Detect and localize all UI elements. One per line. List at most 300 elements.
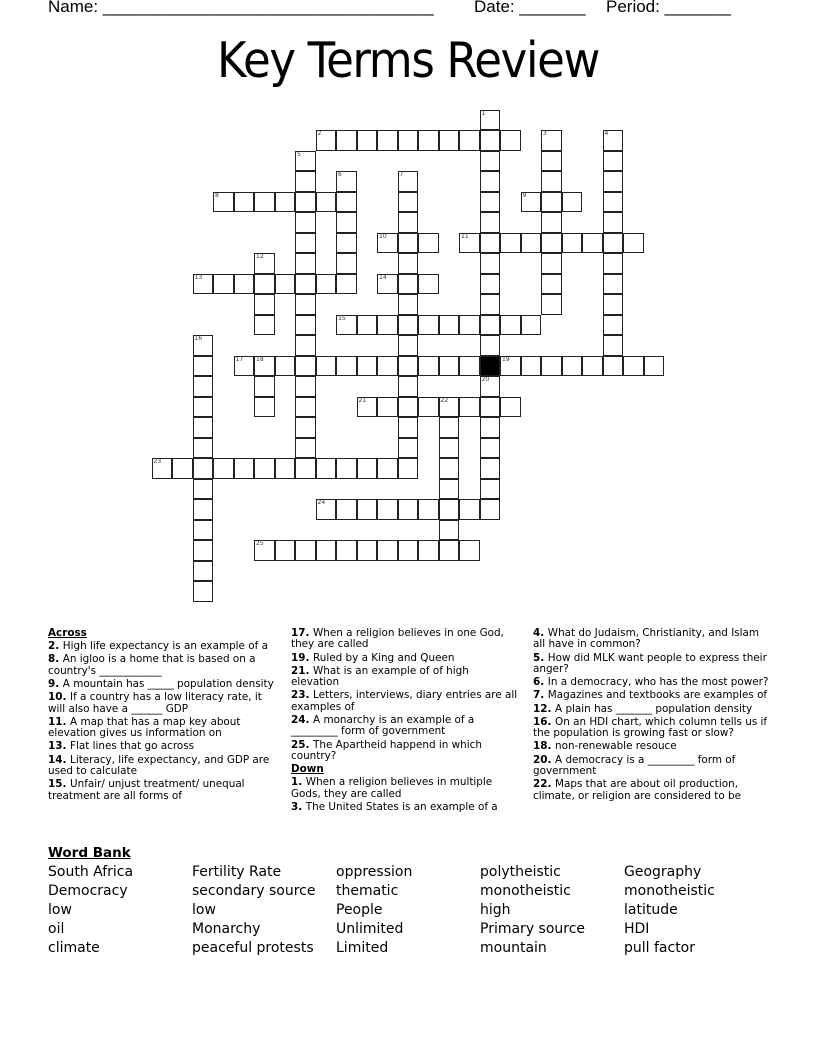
clue-number-label: 18.	[533, 740, 556, 753]
grid-cell[interactable]	[336, 192, 357, 213]
grid-cell[interactable]	[316, 458, 337, 479]
grid-cell[interactable]	[418, 499, 439, 520]
word-bank-column-4	[480, 863, 585, 958]
grid-cell[interactable]	[500, 356, 521, 377]
clue-text: High life expectancy is an example of a	[62, 640, 268, 653]
grid-cell[interactable]	[480, 212, 501, 233]
grid-cell[interactable]	[480, 499, 501, 520]
grid-cell[interactable]	[377, 540, 398, 561]
clue-number-label: 7.	[533, 689, 548, 702]
grid-cell[interactable]	[275, 192, 296, 213]
clue-number-label: 10.	[48, 691, 71, 704]
grid-cell[interactable]	[398, 233, 419, 254]
word-bank-title: Word Bank	[48, 845, 131, 861]
grid-cell[interactable]	[541, 253, 562, 274]
grid-cell[interactable]	[500, 130, 521, 151]
word-bank-item: pull factor	[624, 940, 696, 956]
word-bank-item: Limited	[336, 940, 389, 956]
clue-number: 25	[256, 540, 264, 547]
grid-cell[interactable]	[336, 233, 357, 254]
clue-item	[291, 653, 519, 664]
clue-text: The Apartheid happend in which country?	[291, 738, 482, 763]
word-bank-column-2	[192, 863, 316, 958]
grid-cell[interactable]	[193, 397, 214, 418]
grid-cell[interactable]	[480, 294, 501, 315]
clues-column-1	[48, 628, 276, 804]
grid-cell[interactable]	[398, 499, 419, 520]
grid-cell[interactable]	[418, 540, 439, 561]
grid-cell[interactable]	[377, 315, 398, 336]
clue-text: Ruled by a King and Queen	[313, 651, 455, 664]
clue-number: 12	[256, 253, 264, 260]
grid-cell[interactable]	[295, 315, 316, 336]
clue-number-label: 14.	[48, 753, 71, 766]
clue-number: 13	[194, 273, 203, 281]
word-bank-item: low	[192, 902, 216, 918]
word-bank-item: latitude	[624, 902, 678, 918]
clue-number: 21	[358, 396, 367, 404]
clue-number-label: 23.	[291, 689, 314, 702]
black-cell	[480, 356, 501, 377]
grid-cell[interactable]	[295, 192, 316, 213]
grid-cell[interactable]	[541, 171, 562, 192]
grid-cell[interactable]	[295, 458, 316, 479]
grid-cell[interactable]	[234, 192, 255, 213]
grid-cell[interactable]	[234, 458, 255, 479]
grid-cell[interactable]	[213, 458, 234, 479]
grid-cell[interactable]	[152, 458, 173, 479]
grid-cell[interactable]	[357, 130, 378, 151]
grid-cell[interactable]	[480, 192, 501, 213]
grid-cell[interactable]	[418, 233, 439, 254]
grid-cell[interactable]	[541, 212, 562, 233]
grid-cell[interactable]	[541, 151, 562, 172]
grid-cell[interactable]	[603, 315, 624, 336]
grid-cell[interactable]	[295, 212, 316, 233]
down-heading: Down	[291, 763, 324, 776]
word-bank-column-3	[336, 863, 412, 958]
grid-cell[interactable]	[316, 540, 337, 561]
clue-number: 23	[153, 458, 162, 465]
page-title: Key Terms Review	[217, 32, 599, 89]
grid-cell[interactable]	[316, 499, 337, 520]
grid-cell[interactable]	[193, 417, 214, 438]
grid-cell[interactable]	[254, 540, 275, 561]
clue-number-label: 12.	[533, 702, 556, 715]
grid-cell[interactable]	[295, 540, 316, 561]
clue-number: 19	[502, 355, 510, 363]
grid-cell[interactable]	[418, 397, 439, 418]
grid-cell[interactable]	[275, 540, 296, 561]
grid-cell[interactable]	[336, 274, 357, 295]
grid-cell[interactable]	[213, 192, 234, 213]
grid-cell[interactable]	[357, 397, 378, 418]
grid-cell[interactable]	[480, 110, 501, 131]
clue-text: On an HDI chart, which column tells us if the population is growing fast or slow?	[533, 715, 768, 740]
grid-cell[interactable]	[439, 540, 460, 561]
grid-cell[interactable]	[603, 294, 624, 315]
grid-cell[interactable]	[459, 130, 480, 151]
clue-text: A map that has a map key about elevation gives us information on	[48, 715, 241, 740]
grid-cell[interactable]	[541, 356, 562, 377]
clue-text: Maps that are about oil production, climate, or religion are considered to be	[533, 778, 742, 802]
grid-cell[interactable]	[439, 356, 460, 377]
grid-cell[interactable]	[336, 253, 357, 274]
grid-cell[interactable]	[480, 438, 501, 459]
clue-number: 18	[256, 355, 264, 363]
word-bank-item: peaceful protests	[192, 940, 314, 956]
grid-cell[interactable]	[521, 192, 542, 213]
grid-cell[interactable]	[295, 397, 316, 418]
grid-cell[interactable]	[500, 315, 521, 336]
clue-item	[533, 704, 769, 715]
clue-number: 8	[215, 191, 219, 199]
grid-cell[interactable]	[295, 417, 316, 438]
grid-cell[interactable]	[316, 356, 337, 377]
grid-cell[interactable]	[398, 376, 419, 397]
grid-cell[interactable]	[377, 233, 398, 254]
grid-cell[interactable]	[521, 233, 542, 254]
clue-text: A mountain has _____ population density	[62, 678, 274, 691]
grid-cell[interactable]	[295, 356, 316, 377]
clue-item	[533, 717, 769, 740]
grid-cell[interactable]	[254, 315, 275, 336]
grid-cell[interactable]	[193, 540, 214, 561]
grid-cell[interactable]	[254, 397, 275, 418]
clue-text: Magazines and textbooks are examples of	[547, 689, 768, 702]
grid-cell[interactable]	[562, 192, 583, 213]
clue-item	[48, 741, 276, 752]
grid-cell[interactable]	[541, 274, 562, 295]
grid-cell[interactable]	[316, 130, 337, 151]
clue-text: If a country has a low literacy rate, it will also have a ______ GDP	[48, 691, 262, 715]
clue-number-label: 17.	[291, 627, 314, 639]
grid-cell[interactable]	[254, 356, 275, 377]
grid-cell[interactable]	[603, 151, 624, 172]
grid-cell[interactable]	[336, 458, 357, 479]
grid-cell[interactable]	[418, 315, 439, 336]
grid-cell[interactable]	[295, 335, 316, 356]
grid-cell[interactable]	[254, 294, 275, 315]
clue-number: 14	[379, 273, 387, 281]
grid-cell[interactable]	[357, 458, 378, 479]
grid-cell[interactable]	[439, 520, 460, 541]
word-bank-item: oil	[48, 921, 65, 937]
clue-item	[48, 654, 276, 677]
clue-number-label: 24.	[291, 714, 314, 727]
grid-cell[interactable]	[193, 335, 214, 356]
clue-number: 10	[379, 232, 387, 240]
across-heading: Across	[48, 627, 87, 639]
clue-number-label: 20.	[533, 753, 556, 766]
clue-number-label: 19.	[291, 651, 314, 664]
clue-number: 4	[604, 130, 609, 137]
grid-cell[interactable]	[582, 356, 603, 377]
grid-cell[interactable]	[398, 171, 419, 192]
clue-text: Unfair/ unjust treatment/ unequal treatment are all forms of	[48, 778, 245, 802]
word-bank-item: climate	[48, 940, 100, 956]
clue-number: 9	[522, 191, 527, 199]
grid-cell[interactable]	[295, 233, 316, 254]
grid-cell[interactable]	[480, 397, 501, 418]
grid-cell[interactable]	[316, 192, 337, 213]
clue-number: 7	[399, 171, 404, 178]
word-bank-item: Geography	[624, 864, 702, 880]
grid-cell[interactable]	[480, 315, 501, 336]
grid-cell[interactable]	[480, 335, 501, 356]
grid-cell[interactable]	[213, 274, 234, 295]
word-bank-item: HDI	[624, 921, 650, 937]
grid-cell[interactable]	[582, 233, 603, 254]
clue-number: 1	[481, 109, 486, 117]
clue-item	[48, 692, 276, 715]
clue-number-label: 13.	[48, 740, 71, 753]
grid-cell[interactable]	[439, 438, 460, 459]
grid-cell[interactable]	[480, 479, 501, 500]
grid-cell[interactable]	[193, 274, 214, 295]
clue-text: non-renewable resouce	[555, 740, 677, 753]
clue-item	[533, 628, 769, 651]
clue-number-label: 8.	[48, 653, 63, 666]
grid-cell[interactable]	[357, 540, 378, 561]
grid-cell[interactable]	[193, 458, 214, 479]
grid-cell[interactable]	[521, 315, 542, 336]
grid-cell[interactable]	[398, 356, 419, 377]
grid-cell[interactable]	[377, 274, 398, 295]
grid-cell[interactable]	[459, 397, 480, 418]
clue-item	[533, 690, 769, 701]
grid-cell[interactable]	[275, 458, 296, 479]
grid-cell[interactable]	[603, 192, 624, 213]
grid-cell[interactable]	[644, 356, 665, 377]
grid-cell[interactable]	[193, 520, 214, 541]
grid-cell[interactable]	[275, 274, 296, 295]
grid-cell[interactable]	[193, 479, 214, 500]
grid-cell[interactable]	[336, 356, 357, 377]
clue-number-label: 3.	[291, 801, 306, 814]
word-bank-item: Democracy	[48, 883, 128, 899]
grid-cell[interactable]	[398, 438, 419, 459]
grid-cell[interactable]	[418, 130, 439, 151]
word-bank-item: South Africa	[48, 864, 134, 880]
clue-text: How did MLK want people to express their anger?	[533, 651, 767, 676]
clue-text: What do Judaism, Christianity, and Islam all have in common?	[533, 627, 760, 651]
clues-column-3	[533, 628, 769, 804]
grid-cell[interactable]	[459, 315, 480, 336]
clue-text: When a religion believes in multiple Gods, they are called	[291, 776, 493, 800]
grid-cell[interactable]	[603, 253, 624, 274]
grid-cell[interactable]	[603, 274, 624, 295]
grid-cell[interactable]	[193, 581, 214, 602]
grid-cell[interactable]	[398, 212, 419, 233]
clue-number: 15	[338, 314, 346, 322]
grid-cell[interactable]	[254, 458, 275, 479]
grid-cell[interactable]	[459, 499, 480, 520]
grid-cell[interactable]	[336, 499, 357, 520]
grid-cell[interactable]	[377, 130, 398, 151]
grid-cell[interactable]	[398, 274, 419, 295]
grid-cell[interactable]	[398, 540, 419, 561]
grid-cell[interactable]	[480, 458, 501, 479]
grid-cell[interactable]	[480, 417, 501, 438]
grid-cell[interactable]	[459, 356, 480, 377]
grid-cell[interactable]	[357, 315, 378, 336]
clue-item	[533, 741, 769, 752]
word-bank-item: monotheistic	[480, 883, 571, 899]
clue-number: 16	[194, 335, 203, 342]
grid-cell[interactable]	[377, 356, 398, 377]
grid-cell[interactable]	[295, 151, 316, 172]
grid-cell[interactable]	[336, 212, 357, 233]
grid-cell[interactable]	[295, 253, 316, 274]
clue-text: What is an example of of high elevation	[291, 664, 469, 689]
clue-number-label: 2.	[48, 640, 63, 653]
clue-item	[291, 628, 519, 651]
grid-cell[interactable]	[603, 356, 624, 377]
grid-cell[interactable]	[439, 499, 460, 520]
grid-cell[interactable]	[418, 274, 439, 295]
grid-cell[interactable]	[398, 294, 419, 315]
grid-cell[interactable]	[254, 192, 275, 213]
grid-cell[interactable]	[398, 458, 419, 479]
clue-text: When a religion believes in one God, they are called	[291, 627, 504, 651]
word-bank-item: Monarchy	[192, 921, 261, 937]
grid-cell[interactable]	[562, 233, 583, 254]
clue-item	[291, 666, 519, 689]
grid-cell[interactable]	[603, 335, 624, 356]
grid-cell[interactable]	[275, 356, 296, 377]
grid-cell[interactable]	[480, 376, 501, 397]
grid-cell[interactable]	[603, 212, 624, 233]
period-field-label: Period: _______	[606, 0, 731, 16]
grid-cell[interactable]	[480, 253, 501, 274]
grid-cell[interactable]	[459, 540, 480, 561]
date-field-label: Date: _______	[474, 0, 586, 16]
grid-cell[interactable]	[254, 253, 275, 274]
grid-cell[interactable]	[316, 274, 337, 295]
word-bank-item: oppression	[336, 864, 413, 880]
grid-cell[interactable]	[377, 397, 398, 418]
grid-cell[interactable]	[295, 376, 316, 397]
grid-cell[interactable]	[336, 540, 357, 561]
grid-cell[interactable]	[193, 438, 214, 459]
grid-cell[interactable]	[193, 499, 214, 520]
grid-cell[interactable]	[193, 356, 214, 377]
word-bank-item: Fertility Rate	[192, 864, 282, 880]
grid-cell[interactable]	[459, 233, 480, 254]
grid-cell[interactable]	[254, 376, 275, 397]
clue-number-label: 25.	[291, 738, 314, 751]
grid-cell[interactable]	[541, 192, 562, 213]
clue-number: 2	[317, 130, 322, 137]
grid-cell[interactable]	[541, 130, 562, 151]
grid-cell[interactable]	[562, 356, 583, 377]
grid-cell[interactable]	[521, 356, 542, 377]
clue-number: 11	[461, 232, 469, 240]
word-bank-item: polytheistic	[480, 864, 561, 880]
grid-cell[interactable]	[439, 315, 460, 336]
grid-cell[interactable]	[172, 458, 193, 479]
grid-cell[interactable]	[234, 274, 255, 295]
grid-cell[interactable]	[500, 397, 521, 418]
clue-text: The United States is an example of a	[305, 801, 498, 814]
grid-cell[interactable]	[541, 294, 562, 315]
grid-cell[interactable]	[500, 233, 521, 254]
grid-cell[interactable]	[439, 417, 460, 438]
clue-text: A monarchy is an example of a _________ form of government	[291, 714, 475, 738]
grid-cell[interactable]	[439, 479, 460, 500]
word-bank-item: Unlimited	[336, 921, 404, 937]
grid-cell[interactable]	[254, 274, 275, 295]
grid-cell[interactable]	[418, 356, 439, 377]
grid-cell[interactable]	[480, 274, 501, 295]
clue-number: 5	[297, 150, 301, 158]
grid-cell[interactable]	[295, 294, 316, 315]
grid-cell[interactable]	[357, 356, 378, 377]
grid-cell[interactable]	[193, 561, 214, 582]
grid-cell[interactable]	[336, 130, 357, 151]
grid-cell[interactable]	[623, 233, 644, 254]
clue-item	[533, 779, 769, 802]
grid-cell[interactable]	[603, 233, 624, 254]
word-bank-item: thematic	[336, 883, 399, 899]
grid-cell[interactable]	[603, 130, 624, 151]
clue-number-label: 4.	[533, 627, 548, 639]
grid-cell[interactable]	[398, 192, 419, 213]
grid-cell[interactable]	[398, 315, 419, 336]
grid-cell[interactable]	[357, 499, 378, 520]
grid-cell[interactable]	[603, 171, 624, 192]
clue-item	[291, 740, 519, 763]
clue-item	[533, 755, 769, 778]
grid-cell[interactable]	[336, 315, 357, 336]
grid-cell[interactable]	[398, 417, 419, 438]
word-bank-item: mountain	[480, 940, 547, 956]
grid-cell[interactable]	[480, 130, 501, 151]
grid-cell[interactable]	[623, 356, 644, 377]
clue-number-label: 16.	[533, 715, 556, 728]
grid-cell[interactable]	[398, 397, 419, 418]
clue-item	[291, 802, 519, 813]
grid-cell[interactable]	[398, 253, 419, 274]
grid-cell[interactable]	[295, 274, 316, 295]
grid-cell[interactable]	[377, 499, 398, 520]
grid-cell[interactable]	[480, 151, 501, 172]
clue-text: An igloo is a home that is based on a country's ____________	[48, 653, 256, 677]
grid-cell[interactable]	[398, 335, 419, 356]
grid-cell[interactable]	[439, 130, 460, 151]
clue-number: 24	[317, 499, 326, 506]
clue-item	[48, 755, 276, 778]
clue-number-label: 9.	[48, 678, 63, 691]
grid-cell[interactable]	[295, 438, 316, 459]
grid-cell[interactable]	[377, 458, 398, 479]
grid-cell[interactable]	[398, 130, 419, 151]
grid-cell[interactable]	[193, 376, 214, 397]
clue-number: 22	[440, 396, 449, 404]
grid-cell[interactable]	[439, 397, 460, 418]
word-bank-item: high	[480, 902, 511, 918]
clue-number-label: 21.	[291, 664, 314, 677]
grid-cell[interactable]	[480, 233, 501, 254]
grid-cell[interactable]	[439, 458, 460, 479]
grid-cell[interactable]	[480, 171, 501, 192]
grid-cell[interactable]	[336, 171, 357, 192]
grid-cell[interactable]	[541, 233, 562, 254]
grid-cell[interactable]	[234, 356, 255, 377]
grid-cell[interactable]	[295, 171, 316, 192]
clue-item	[291, 690, 519, 713]
